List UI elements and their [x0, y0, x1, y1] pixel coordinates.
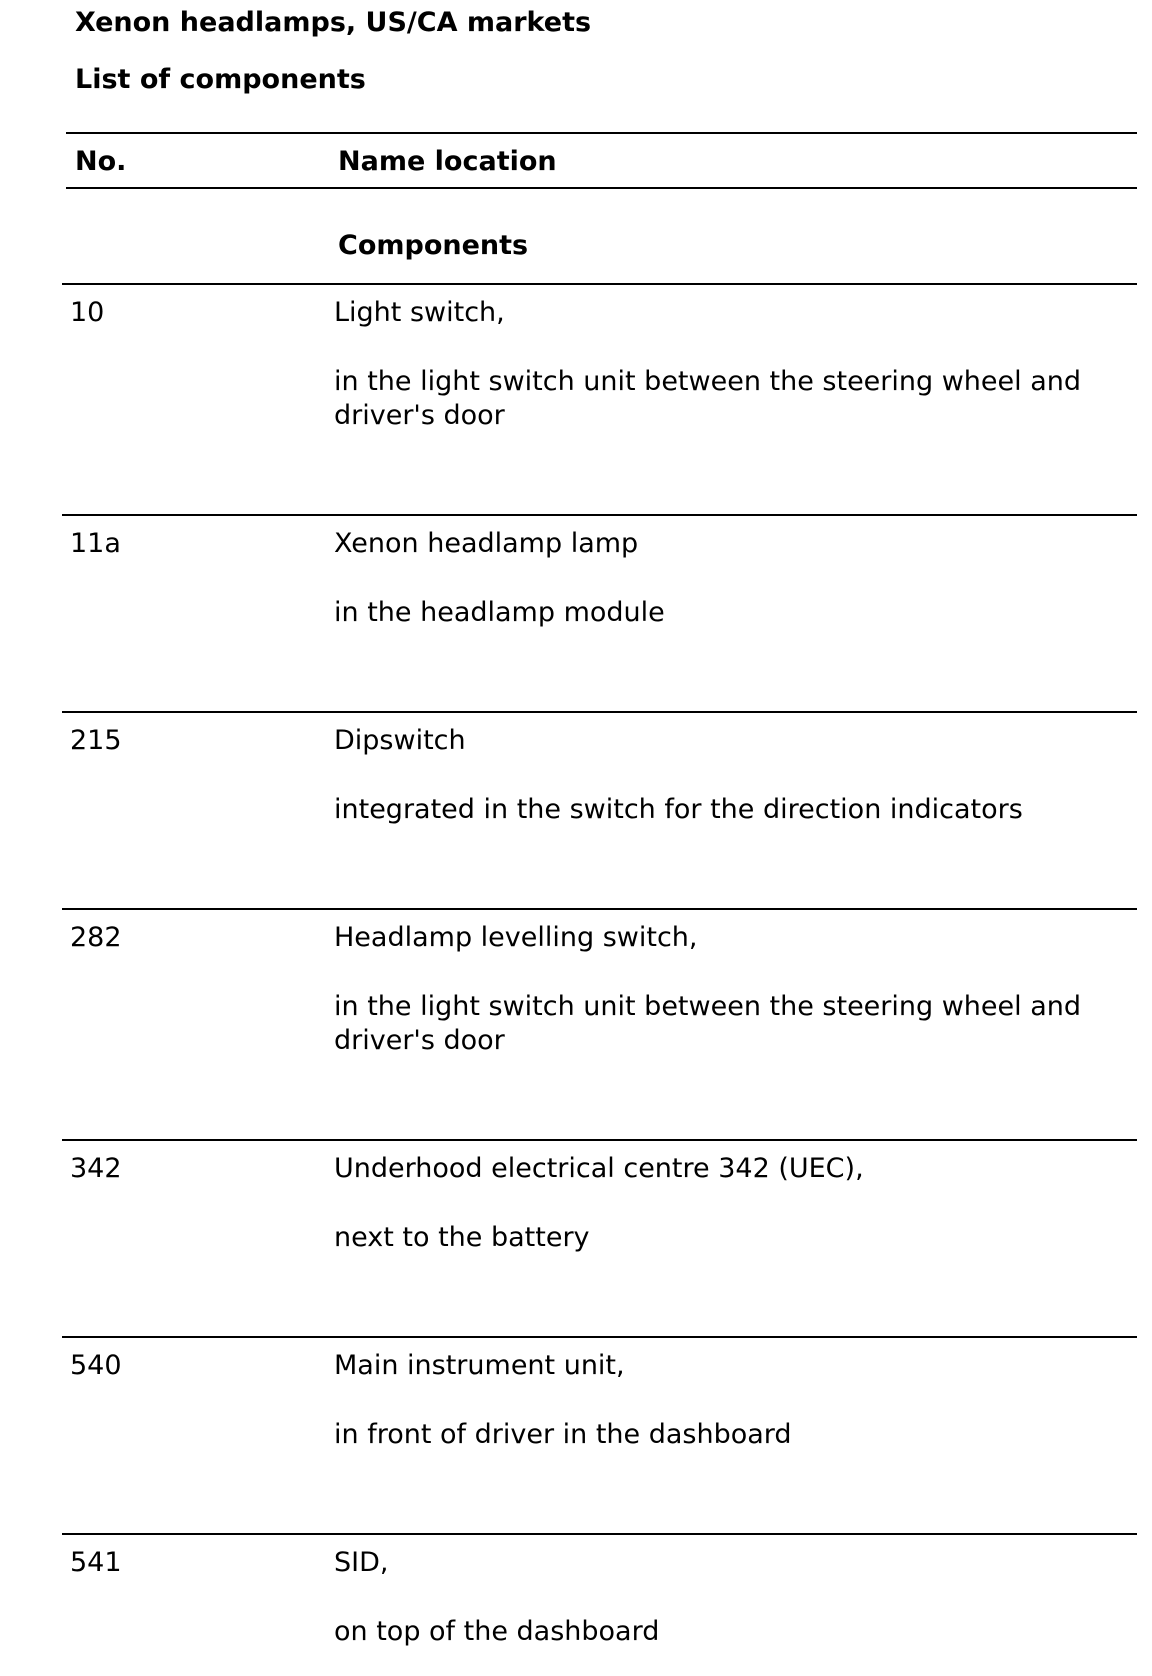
row-name: Dipswitch: [334, 725, 466, 756]
row-name: SID,: [334, 1547, 389, 1578]
row-name: Headlamp levelling switch,: [334, 922, 698, 953]
row-name: Underhood electrical centre 342 (UEC),: [334, 1153, 864, 1184]
row-rule: [62, 1336, 1137, 1338]
document-title: Xenon headlamps, US/CA markets: [75, 7, 592, 38]
document-subtitle: List of components: [75, 64, 366, 95]
row-location: in the headlamp module: [334, 597, 665, 628]
row-rule: [62, 1533, 1137, 1535]
table-top-rule: [66, 132, 1137, 134]
row-number: 11a: [70, 528, 121, 559]
row-rule: [62, 711, 1137, 713]
header-bottom-rule: [66, 187, 1137, 189]
column-header-no: No.: [75, 146, 127, 177]
row-rule: [62, 1139, 1137, 1141]
row-number: 282: [70, 922, 122, 953]
row-location: on top of the dashboard: [334, 1616, 660, 1647]
row-location: integrated in the switch for the direction indicators: [334, 794, 1023, 825]
row-name: Light switch,: [334, 297, 505, 328]
row-location: in the light switch unit between the steering wheel and driver's door: [334, 366, 1082, 431]
row-location: in front of driver in the dashboard: [334, 1419, 792, 1450]
row-number: 541: [70, 1547, 122, 1578]
row-number: 342: [70, 1153, 122, 1184]
row-location: in the light switch unit between the steering wheel and driver's door: [334, 991, 1082, 1056]
column-header-name-location: Name location: [338, 146, 557, 177]
row-rule: [62, 908, 1137, 910]
row-number: 215: [70, 725, 122, 756]
section-heading-components: Components: [338, 230, 529, 261]
row-rule: [62, 514, 1137, 516]
row-location: next to the battery: [334, 1222, 590, 1253]
row-name: Main instrument unit,: [334, 1350, 625, 1381]
row-number: 540: [70, 1350, 122, 1381]
row-rule: [62, 283, 1137, 285]
row-name: Xenon headlamp lamp: [334, 528, 639, 559]
row-number: 10: [70, 297, 105, 328]
